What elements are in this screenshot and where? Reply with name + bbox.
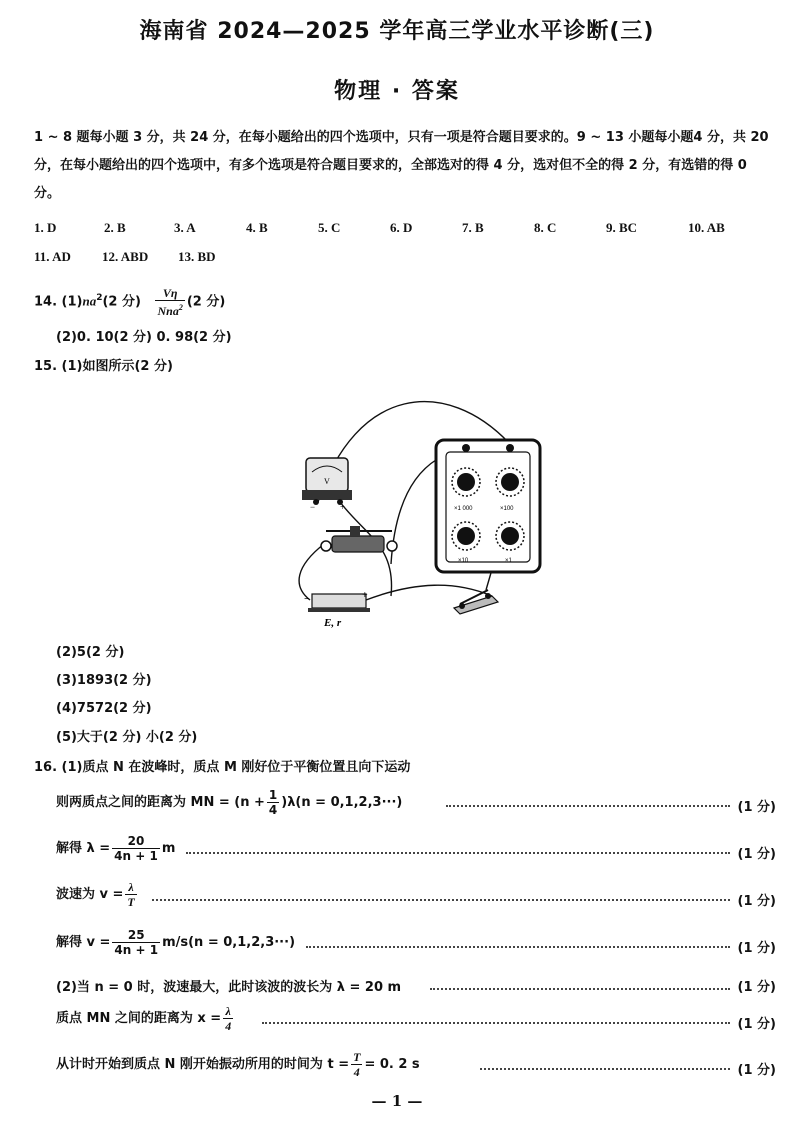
dot-leader (262, 1022, 730, 1024)
dial-label: ×100 (500, 506, 514, 512)
page-number: — 1 — (371, 1092, 423, 1110)
q16-line8: 从计时开始到质点 N 刚开始振动所用的时间为 t = $\frac{T}{4}$ = 0. 2 s (56, 1050, 420, 1079)
q14-fraction: $\frac{V\eta}{Nna^2}$ (157, 286, 183, 318)
answer-item: 9. BC (606, 220, 638, 235)
score-label: (1 分) (737, 847, 776, 862)
voltmeter-label: V (324, 477, 330, 486)
q16-line4: 波速为 v = $\frac{\lambda}{T}$ (56, 880, 135, 909)
answer-item: 10. AB (688, 220, 725, 235)
score-label: (1 分) (737, 894, 776, 909)
q16-line3: 解得 λ = $\frac{20}{4n + 1}$ m (56, 834, 176, 863)
score-label: (1 分) (737, 1017, 776, 1032)
resistance-box-icon (436, 440, 540, 572)
circuit-diagram (296, 386, 546, 632)
q16-line5: 解得 v = $\frac{25}{4n + 1}$ m/s(n = 0,1,2,3···) (56, 928, 296, 957)
voltmeter-icon (302, 458, 352, 512)
q15-part3: (3)1893(2 分) (56, 673, 152, 688)
rheostat-icon (321, 526, 397, 552)
q16-line2: 则两质点之间的距离为 MN = (n + $\frac{1}{4}$ )λ(n = 0,1,2,3···) (56, 788, 403, 817)
answer-item: 2. B (104, 220, 126, 235)
answer-item: 1. D (34, 220, 57, 235)
dot-leader (306, 946, 730, 948)
dial-label: ×1 (505, 558, 512, 564)
q16-line6: (2)当 n = 0 时，波速最大，此时该波的波长为 λ = 20 m (56, 980, 402, 995)
dot-leader (480, 1068, 730, 1070)
answer-item: 8. C (534, 220, 557, 235)
q16-line7: 质点 MN 之间的距离为 x = $\frac{\lambda}{4}$ (56, 1004, 232, 1033)
answers-row-1 (34, 220, 774, 238)
dot-leader (186, 852, 730, 854)
dial-label: ×1 000 (454, 506, 473, 512)
score-label: (1 分) (737, 980, 776, 995)
answer-item: 4. B (246, 220, 268, 235)
wire (299, 544, 324, 600)
q16-line1: 16. (1)质点 N 在波峰时，质点 M 刚好位于平衡位置且向下运动 (34, 760, 411, 775)
battery-plus: + (362, 590, 368, 601)
dial-label: ×10 (458, 558, 469, 564)
answer-item: 3. A (174, 220, 196, 235)
document-title: 海南省 2024—2025 学年高三学业水平诊断(三) (139, 19, 655, 44)
dot-leader (430, 988, 730, 990)
q15-part4: (4)7572(2 分) (56, 701, 152, 716)
instructions-paragraph: 1 ~ 8 题每小题 3 分，共 24 分，在每小题给出的四个选项中，只有一项是符合题目要求的。9 ~ 13 小题每小题4 分，共 20 分，在每小题给出的四个选项中，有多个选项是符合题目要求的，全部选对的得 4 分，选对但不全的得 2 分，有选错的得 0 分。 (34, 130, 769, 201)
q14-part2: (2)0. 10(2 分) 0. 98(2 分) (56, 330, 232, 345)
q14-part1: 14. $(1)na^2(2$ 分) $\frac{V\eta}{Nna^2}$ (2 分) (34, 286, 226, 318)
q15-part2: (2)5(2 分) (56, 645, 125, 660)
dot-leader (152, 899, 730, 901)
q15-part5: (5)大于(2 分) 小(2 分) (56, 730, 198, 745)
dot-leader (446, 805, 730, 807)
answer-item: 12. ABD (102, 249, 149, 264)
battery-label: E, r (324, 617, 342, 629)
answers-row-2 (34, 249, 334, 267)
answer-item: 13. BD (178, 249, 216, 264)
score-label: (1 分) (737, 1063, 776, 1078)
q15-part1: 15. (1)如图所示(2 分) (34, 359, 173, 374)
score-label: (1 分) (737, 941, 776, 956)
score-label: (1 分) (737, 800, 776, 815)
voltmeter-plus: + (340, 502, 346, 512)
battery-minus: − (304, 594, 310, 605)
answer-item: 6. D (390, 220, 413, 235)
switch-icon (454, 590, 498, 614)
answer-item: 11. AD (34, 249, 71, 264)
voltmeter-minus: − (310, 502, 316, 512)
battery-icon (304, 590, 370, 629)
answer-item: 7. B (462, 220, 484, 235)
answer-item: 5. C (318, 220, 341, 235)
document-subtitle: 物理 · 答案 (334, 79, 460, 104)
